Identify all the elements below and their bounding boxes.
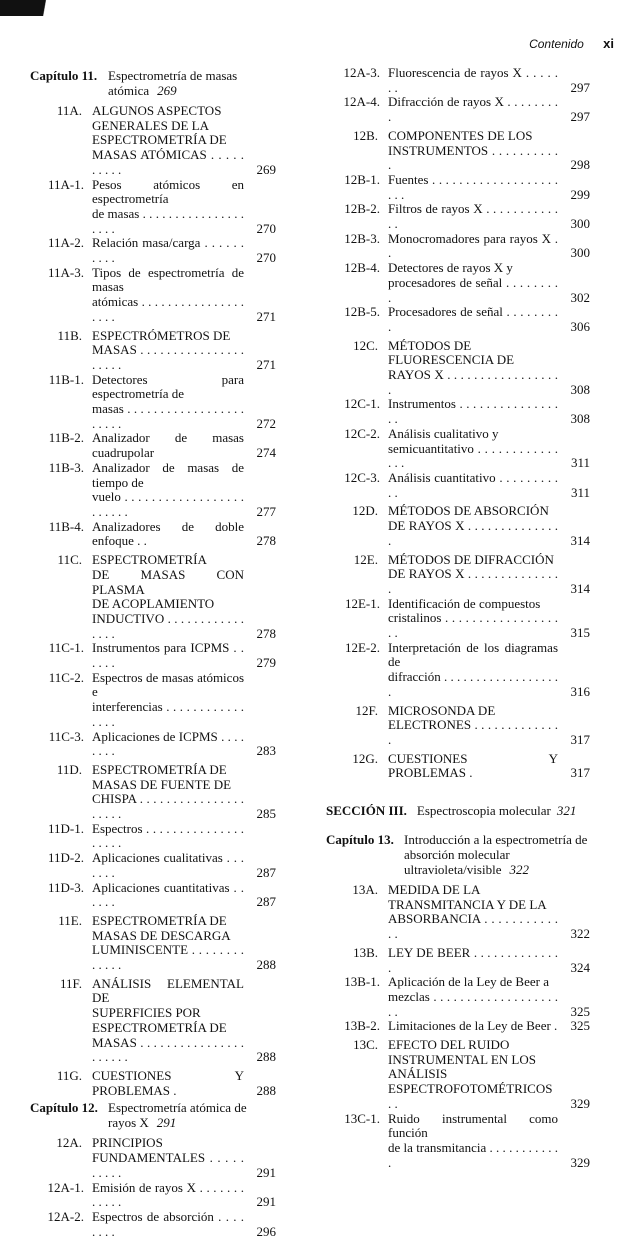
entry-page: 283: [256, 743, 276, 759]
chapter-heading: [30, 68, 276, 98]
entry-title: Aplicación de la Ley de Beer a mezclas . . . . . . . . . . . . . . . . . . . . .: [388, 974, 558, 1019]
toc-subsection-entry: [30, 671, 276, 730]
toc-subsection-entry: [326, 975, 590, 1019]
entry-page: 311: [570, 455, 590, 471]
chapter-label: Capítulo 13.: [326, 832, 394, 848]
header-page-number: xi: [603, 36, 614, 51]
toc-subsection-entry: [326, 95, 590, 124]
entry-code: 12F.: [355, 702, 378, 718]
section-heading: [326, 803, 590, 818]
entry-title: Espectros de masas atómicos e interferencias . . . . . . . . . . . . . . . .: [92, 669, 244, 729]
toc-section-entry: [326, 752, 590, 781]
toc-subsection-entry: [326, 261, 590, 305]
toc-section-entry: [30, 914, 276, 973]
entry-page: 324: [570, 959, 590, 975]
entry-page: 300: [570, 245, 590, 261]
entry-page: 288: [256, 957, 276, 973]
entry-code: 11A-1.: [48, 176, 84, 192]
toc-subsection-entry: [326, 66, 590, 95]
section-page: 321: [556, 803, 577, 819]
entry-code: 11A-3.: [48, 264, 84, 280]
toc-right-column: [326, 66, 590, 1170]
entry-page: 329: [570, 1154, 590, 1170]
entry-page: 302: [570, 289, 590, 305]
entry-code: 12C-3.: [344, 469, 380, 485]
entry-code: 12C.: [353, 337, 378, 353]
entry-code: 12G.: [352, 750, 378, 766]
chapter-page: 322: [509, 862, 529, 878]
entry-code: 12E-1.: [344, 595, 380, 611]
entry-title: Detectores para espectrometría de masas . . . . . . . . . . . . . . . . . . . . . . .: [92, 371, 244, 431]
toc-subsection-entry: [326, 1019, 590, 1034]
entry-page: 308: [570, 381, 590, 397]
entry-code: 12B-3.: [344, 230, 380, 246]
entry-page: 269: [256, 161, 276, 177]
entry-code: 11C.: [57, 552, 82, 568]
toc-section-entry: [326, 129, 590, 173]
toc-section-entry: [326, 883, 590, 942]
entry-title: Aplicaciones cuantitativas . . . . . .: [92, 879, 244, 910]
entry-title: ANÁLISIS ELEMENTAL DE SUPERFICIES POR ESPECTROMETRÍA DE MASAS . . . . . . . . . . . . . . . . . . . . . .: [92, 975, 244, 1065]
entry-code: 11D-1.: [48, 820, 84, 836]
toc-section-entry: [30, 977, 276, 1065]
entry-title: PRINCIPIOS FUNDAMENTALES . . . . . . . . . .: [92, 1135, 244, 1180]
entry-code: 11G.: [56, 1068, 82, 1083]
entry-code: 11B.: [57, 327, 82, 343]
entry-page: 297: [570, 79, 590, 95]
entry-title: Filtros de rayos X . . . . . . . . . . . . .: [388, 201, 558, 232]
toc-subsection-entry: [326, 232, 590, 261]
entry-code: 12E.: [353, 551, 378, 567]
entry-title: Aplicaciones de ICPMS . . . . . . . .: [92, 728, 244, 759]
entry-page: 308: [570, 411, 590, 427]
chapter-title: [108, 1100, 276, 1130]
entry-code: 12B.: [353, 127, 378, 143]
entry-page: 314: [570, 532, 590, 548]
entry-title: Fuentes . . . . . . . . . . . . . . . . . . . . . .: [388, 171, 558, 202]
toc-subsection-entry: [326, 305, 590, 334]
toc-section-entry: [30, 763, 276, 822]
entry-code: 13A.: [352, 882, 378, 898]
chapter-title-text: Espectrometría atómica de rayos X: [108, 1100, 247, 1131]
chapter-title: [108, 68, 276, 98]
entry-title: MÉTODOS DE FLUORESCENCIA DE RAYOS X . . . . . . . . . . . . . . . . . .: [388, 337, 558, 397]
toc-subsection-entry: [30, 822, 276, 851]
toc-left-column: [30, 66, 276, 1239]
entry-title: Analizadores de doble enfoque . .: [92, 518, 244, 549]
toc-subsection-entry: [30, 641, 276, 670]
entry-title: Analizador de masas de tiempo de vuelo . . . . . . . . . . . . . . . . . . . . . . . .: [92, 459, 244, 519]
entry-title: Análisis cuantitativo . . . . . . . . . . .: [388, 469, 558, 500]
entry-page: 314: [570, 580, 590, 596]
entry-code: 11C-2.: [48, 669, 84, 685]
entry-code: 11C-1.: [48, 640, 84, 656]
entry-code: 12B-4.: [344, 260, 380, 276]
entry-page: 270: [256, 250, 276, 266]
entry-page: 311: [570, 484, 590, 500]
entry-page: 288: [256, 1082, 276, 1098]
entry-page: 296: [256, 1223, 276, 1239]
entry-page: 291: [256, 1194, 276, 1210]
toc-subsection-entry: [30, 1181, 276, 1210]
toc-subsection-entry: [326, 471, 590, 500]
entry-title: ESPECTROMETRÍA DE MASAS DE FUENTE DE CHISPA . . . . . . . . . . . . . . . . . . . . .: [92, 761, 244, 822]
toc-subsection-entry: [326, 597, 590, 641]
entry-code: 12C-1.: [344, 396, 380, 412]
entry-title: MEDIDA DE LA TRANSMITANCIA Y DE LA ABSORBANCIA . . . . . . . . . . . . .: [388, 882, 558, 942]
entry-page: 288: [256, 1049, 276, 1065]
entry-page: 306: [570, 318, 590, 334]
chapter-title-text: Introducción a la espectrometría de absorción molecular ultravioleta/visible: [404, 832, 588, 878]
entry-page: 297: [570, 109, 590, 125]
toc-section-entry: [326, 1038, 590, 1112]
entry-title: Ruido instrumental como función de la transmitancia . . . . . . . . . . . .: [388, 1110, 558, 1170]
entry-code: 11B-1.: [48, 371, 84, 387]
entry-title: Detectores de rayos X y procesadores de señal . . . . . . . . .: [388, 260, 558, 305]
entry-code: 11E.: [58, 912, 82, 928]
entry-title: CUESTIONES Y PROBLEMAS .: [92, 1068, 244, 1098]
entry-code: 11B-2.: [48, 430, 84, 446]
entry-title: Emisión de rayos X . . . . . . . . . . . .: [92, 1179, 244, 1210]
entry-title: LEY DE BEER . . . . . . . . . . . . . .: [388, 944, 558, 975]
entry-title: ESPECTROMETRÍA DE MASAS CON PLASMA DE ACOPLAMIENTO INDUCTIVO . . . . . . . . . . . . . . . .: [92, 552, 244, 641]
entry-title: MICROSONDA DE ELECTRONES . . . . . . . . . . . . . .: [388, 702, 558, 747]
entry-title: ESPECTROMETRÍA DE MASAS DE DESCARGA LUMINISCENTE . . . . . . . . . . . . .: [92, 912, 244, 973]
entry-title: Interpretación de los diagramas de difracción . . . . . . . . . . . . . . . . . . .: [388, 639, 558, 699]
entry-code: 12A-3.: [343, 65, 380, 80]
entry-page: 322: [570, 926, 590, 942]
entry-title: MÉTODOS DE DIFRACCIÓN DE RAYOS X . . . . . . . . . . . . . . .: [388, 551, 558, 596]
chapter-label: Capítulo 12.: [30, 1100, 98, 1116]
entry-page: 271: [256, 356, 276, 372]
entry-page: 300: [570, 216, 590, 232]
toc-section-entry: [30, 104, 276, 178]
entry-page: 291: [256, 1164, 276, 1180]
entry-code: 11C-3.: [48, 728, 84, 744]
entry-page: 278: [256, 625, 276, 641]
entry-title: Pesos atómicos en espectrometría de masas . . . . . . . . . . . . . . . . . . . .: [92, 176, 244, 236]
entry-code: 13B-1.: [344, 974, 380, 990]
entry-page: 287: [256, 864, 276, 880]
entry-code: 13B.: [353, 944, 378, 960]
toc-subsection-entry: [326, 173, 590, 202]
entry-code: 11D-2.: [48, 850, 84, 866]
toc-section-entry: [326, 339, 590, 398]
header-title: Contenido: [529, 37, 584, 51]
entry-title: ALGUNOS ASPECTOS GENERALES DE LA ESPECTROMETRÍA DE MASAS ATÓMICAS . . . . . . . . . .: [92, 103, 244, 177]
entry-page: 278: [256, 533, 276, 549]
entry-code: 12B-5.: [344, 304, 380, 320]
entry-code: 12A-2.: [47, 1208, 84, 1224]
toc-section-entry: [326, 946, 590, 975]
chapter-label: Capítulo 11.: [30, 68, 98, 83]
toc-subsection-entry: [30, 373, 276, 432]
entry-code: 11B-4.: [48, 518, 84, 534]
toc-section-entry: [30, 1136, 276, 1180]
toc-section-entry: [326, 553, 590, 597]
entry-code: 11D.: [56, 761, 82, 777]
chapter-heading: [326, 832, 590, 877]
toc-section-entry: [326, 704, 590, 748]
entry-code: 12B-2.: [344, 201, 380, 217]
running-header: [314, 36, 614, 51]
entry-title: Identificación de compuestos cristalinos . . . . . . . . . . . . . . . . . . .: [388, 595, 558, 641]
entry-title: Fluorescencia de rayos X . . . . . . .: [388, 65, 558, 95]
entry-page: 315: [570, 625, 590, 641]
entry-code: 13C.: [353, 1037, 378, 1053]
entry-page: 325: [570, 1003, 590, 1019]
entry-title: ESPECTRÓMETROS DE MASAS . . . . . . . . . . . . . . . . . . . . .: [92, 327, 244, 372]
section-title: Espectroscopia molecular: [416, 803, 551, 819]
entry-title: Espectros . . . . . . . . . . . . . . . . . . . .: [92, 820, 244, 851]
corner-stripe: [0, 0, 80, 16]
toc-section-entry: [30, 553, 276, 641]
entry-page: 317: [570, 765, 590, 781]
toc-subsection-entry: [30, 1210, 276, 1239]
entry-code: 11A.: [56, 103, 82, 118]
entry-code: 12E-2.: [344, 639, 380, 655]
section-label: SECCIÓN III.: [326, 803, 407, 819]
entry-page: 325: [570, 1018, 590, 1034]
toc-subsection-entry: [30, 461, 276, 520]
entry-code: 12B-1.: [344, 171, 380, 187]
entry-page: 270: [256, 220, 276, 236]
toc-subsection-entry: [30, 431, 276, 460]
toc-subsection-entry: [30, 520, 276, 549]
entry-code: 11F.: [60, 975, 82, 991]
entry-code: 12A-4.: [343, 94, 380, 110]
toc-subsection-entry: [326, 397, 590, 426]
entry-code: 11D-3.: [48, 879, 84, 895]
entry-code: 13C-1.: [344, 1110, 380, 1126]
entry-page: 285: [256, 806, 276, 822]
toc-subsection-entry: [30, 730, 276, 759]
entry-title: COMPONENTES DE LOS INSTRUMENTOS . . . . . . . . . . .: [388, 127, 558, 173]
entry-title: Tipos de espectrometría de masas atómicas . . . . . . . . . . . . . . . . . . . .: [92, 264, 244, 324]
entry-title: Procesadores de señal . . . . . . . . .: [388, 304, 558, 334]
toc-section-entry: [30, 1069, 276, 1098]
entry-page: 298: [570, 157, 590, 173]
entry-title: Monocromadores para rayos X . .: [388, 230, 558, 261]
chapter-page: 269: [157, 83, 177, 98]
chapter-heading: [30, 1100, 276, 1130]
entry-title: Aplicaciones cualitativas . . . . . . .: [92, 850, 244, 880]
toc-section-entry: [30, 329, 276, 373]
toc-subsection-entry: [30, 236, 276, 265]
entry-code: 12A.: [56, 1135, 82, 1151]
entry-code: 12D.: [352, 503, 378, 519]
toc-subsection-entry: [30, 178, 276, 237]
entry-page: 299: [570, 186, 590, 202]
chapter-page: 291: [156, 1115, 177, 1131]
toc-subsection-entry: [326, 427, 590, 471]
entry-page: 277: [256, 503, 276, 519]
entry-code: 12A-1.: [47, 1179, 84, 1195]
entry-code: 12C-2.: [344, 425, 380, 441]
entry-title: Instrumentos . . . . . . . . . . . . . . . . .: [388, 396, 558, 427]
entry-title: Análisis cualitativo y semicuantitativo . . . . . . . . . . . . . . .: [388, 425, 558, 471]
entry-title: Analizador de masas cuadrupolar: [92, 430, 244, 461]
entry-page: 279: [256, 655, 276, 671]
entry-page: 271: [256, 308, 276, 324]
entry-code: 11A-2.: [48, 235, 84, 251]
toc-section-entry: [326, 504, 590, 548]
entry-page: 317: [570, 731, 590, 747]
entry-title: MÉTODOS DE ABSORCIÓN DE RAYOS X . . . . . . . . . . . . . . .: [388, 503, 558, 548]
entry-title: CUESTIONES Y PROBLEMAS .: [388, 750, 558, 781]
entry-code: 13B-2.: [344, 1018, 380, 1034]
entry-page: 329: [570, 1095, 590, 1111]
entry-title: Difracción de rayos X . . . . . . . . .: [388, 94, 558, 125]
chapter-title-text: Espectrometría de masas atómica: [108, 68, 238, 98]
toc-subsection-entry: [326, 641, 590, 700]
entry-title: Espectros de absorción . . . . . . . .: [92, 1208, 244, 1239]
entry-title: Instrumentos para ICPMS . . . . . .: [92, 640, 244, 671]
entry-title: Relación masa/carga . . . . . . . . . .: [92, 235, 244, 266]
toc-subsection-entry: [30, 851, 276, 880]
entry-title: EFECTO DEL RUIDO INSTRUMENTAL EN LOS ANÁLISIS ESPECTROFOTOMÉTRICOS . .: [388, 1037, 553, 1111]
chapter-title: [404, 832, 590, 877]
entry-page: 287: [256, 894, 276, 910]
toc-subsection-entry: [30, 881, 276, 910]
entry-code: 11B-3.: [48, 459, 84, 475]
toc-subsection-entry: [326, 202, 590, 231]
entry-page: 272: [256, 415, 276, 431]
toc-subsection-entry: [30, 266, 276, 325]
toc-subsection-entry: [326, 1112, 590, 1171]
entry-title: Limitaciones de la Ley de Beer .: [388, 1018, 558, 1034]
entry-page: 274: [256, 445, 276, 461]
entry-page: 316: [570, 683, 590, 699]
